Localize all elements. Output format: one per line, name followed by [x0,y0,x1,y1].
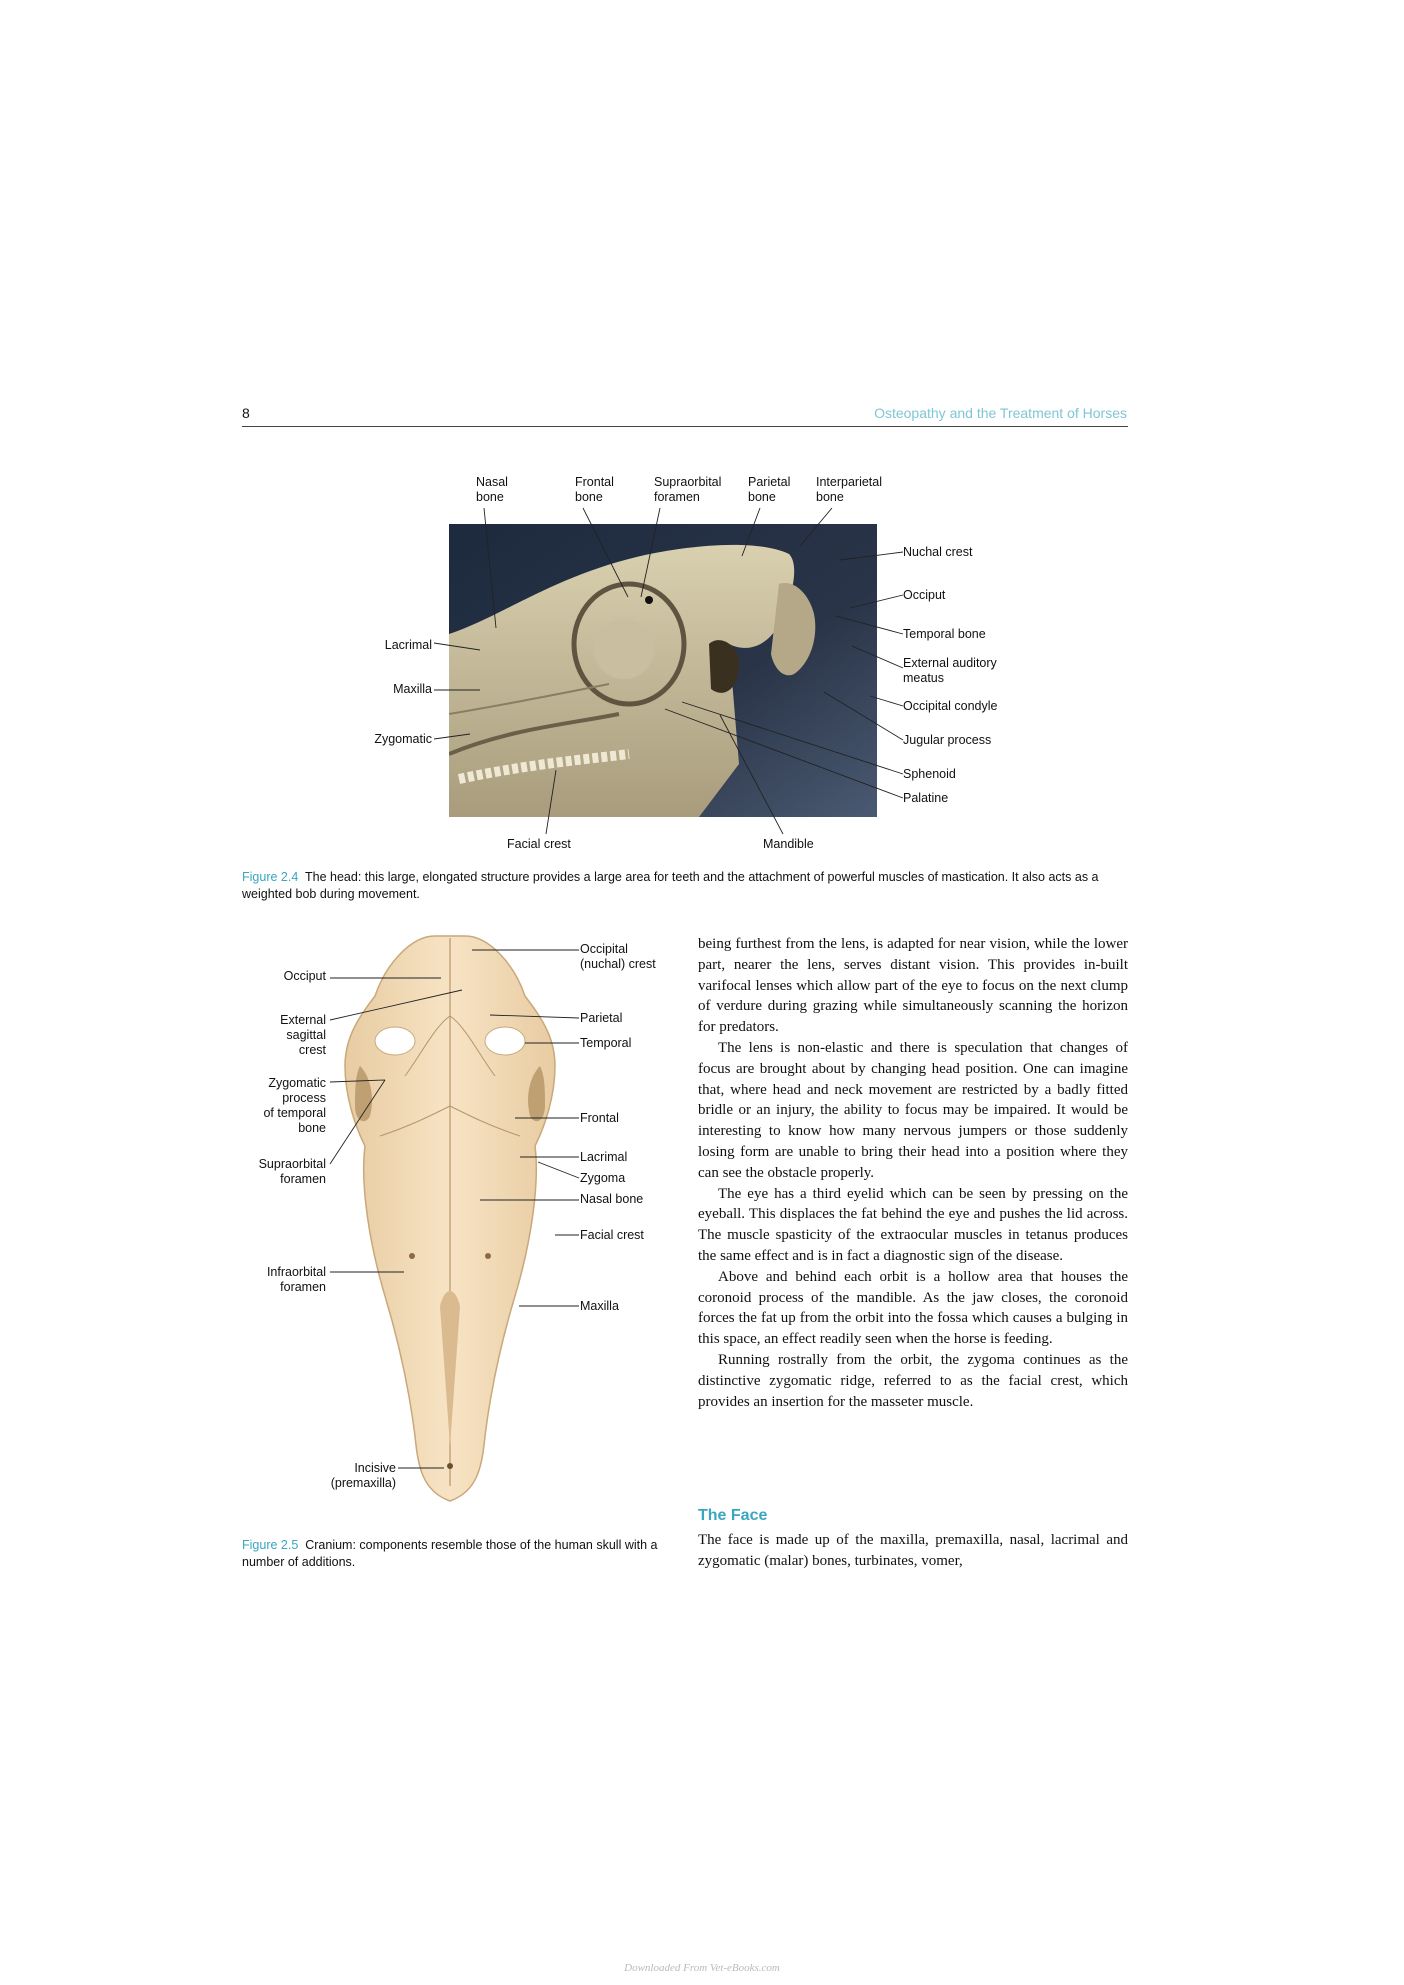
figure-2-5-caption-text: Cranium: components resemble those of the human skull with a number of additions. [242,1538,658,1569]
label-cranium-facial-crest: Facial crest [580,1228,644,1242]
label-incisive-premaxilla: Incisive (premaxilla) [330,1461,396,1490]
cranium-illustration [340,926,570,1506]
label-zygomatic: Zygomatic [374,732,432,746]
face-paragraph: The face is made up of the maxilla, premaxilla, nasal, lacrimal and zygomatic (malar) bones, turbinates, vomer, [698,1532,1128,1569]
label-nasal-bone: Nasal bone [476,475,508,504]
label-zygoma: Zygoma [580,1171,626,1185]
label-external-auditory-meatus: External auditory meatus [903,656,997,685]
figure-2-5-number: Figure 2.5 [242,1538,299,1552]
page-number: 8 [242,405,250,421]
figure-2-4-caption-text: The head: this large, elongated structure provides a large area for teeth and the attachment of powerful muscles of mastication. It also acts as a weighted bob during movement. [242,870,1099,901]
label-occiput: Occiput [903,588,946,602]
label-cranium-parietal: Parietal [580,1011,623,1025]
running-title: Osteopathy and the Treatment of Horses [874,405,1127,421]
label-lacrimal: Lacrimal [384,638,432,652]
label-jugular-process: Jugular process [903,733,992,747]
label-nuchal-crest: Nuchal crest [903,545,973,559]
label-cranium-supraorbital-foramen: Supraorbital foramen [258,1157,326,1186]
label-cranium-frontal: Frontal [580,1111,619,1125]
label-facial-crest: Facial crest [507,837,571,851]
label-external-sagittal-crest: External sagittal crest [280,1013,326,1057]
body-text-column [698,934,1128,1412]
label-interparietal-bone: Interparietal bone [816,475,883,504]
body-paragraph: being furthest from the lens, is adapted for near vision, while the lower part, nearer the lens, serves distant vision. This provides in-built varifocal lenses which allow part of the eye to focus on the next clump of verdure during grazing while simultaneously scanning the horizon for predators. [698,936,1128,1036]
label-supraorbital-foramen: Supraorbital foramen [654,475,722,504]
figure-2-5-caption [242,1537,672,1571]
section-heading-face: The Face [698,1507,768,1524]
download-footer: Downloaded From Vet-eBooks.com [624,1962,780,1974]
label-zygomatic-process: Zygomatic process of temporal bone [263,1076,326,1135]
label-cranium-occiput: Occiput [283,969,326,983]
label-parietal-bone: Parietal bone [748,475,791,504]
label-sphenoid: Sphenoid [903,767,956,781]
label-cranium-lacrimal: Lacrimal [580,1150,628,1164]
label-cranium-temporal: Temporal [580,1036,632,1050]
label-infraorbital-foramen: Infraorbital foramen [266,1265,326,1294]
label-occipital-condyle: Occipital condyle [903,699,998,713]
figure-2-4-number: Figure 2.4 [242,870,299,884]
label-occipital-nuchal-crest: Occipital (nuchal) crest [580,942,656,971]
body-paragraph: Above and behind each orbit is a hollow area that houses the coronoid process of the mandible. As the jaw closes, the coronoid forces the fat up from the orbit into the fossa which causes a bulging in this space, an effect readily seen when the horse is feeding. [698,1268,1128,1348]
label-frontal-bone: Frontal bone [575,475,614,504]
body-paragraph: Running rostrally from the orbit, the zygoma continues as the distinctive zygomatic ridge, referred to as the facial crest, which provides an insertion for the masseter muscle. [698,1351,1128,1410]
label-maxilla: Maxilla [393,682,432,696]
body-paragraph: The eye has a third eyelid which can be seen by pressing on the eyeball. This displaces the fat behind the eye and pushes the lid across. The muscle spasticity of the extraocular muscles in tetanus produces the same effect and is in fact a diagnostic sign of the disease. [698,1185,1128,1264]
header-rule [242,426,1128,427]
label-temporal-bone: Temporal bone [903,627,986,641]
label-mandible: Mandible [763,837,814,851]
skull-photograph [449,524,877,817]
label-palatine: Palatine [903,791,949,805]
body-paragraph: The lens is non-elastic and there is speculation that changes of focus are brought about by changing head position. One can imagine that, where head and neck movement are restricted by a badly fitted bridle or an injury, the ability to focus may be impaired. It would be interesting to know how many nervous jumpers or those suddenly losing form are unable to bring their head into a position where they can see the obstacle properly. [698,1039,1128,1181]
label-cranium-nasal-bone: Nasal bone [580,1192,644,1206]
label-cranium-maxilla: Maxilla [580,1299,619,1313]
figure-2-4-caption [242,869,1128,903]
